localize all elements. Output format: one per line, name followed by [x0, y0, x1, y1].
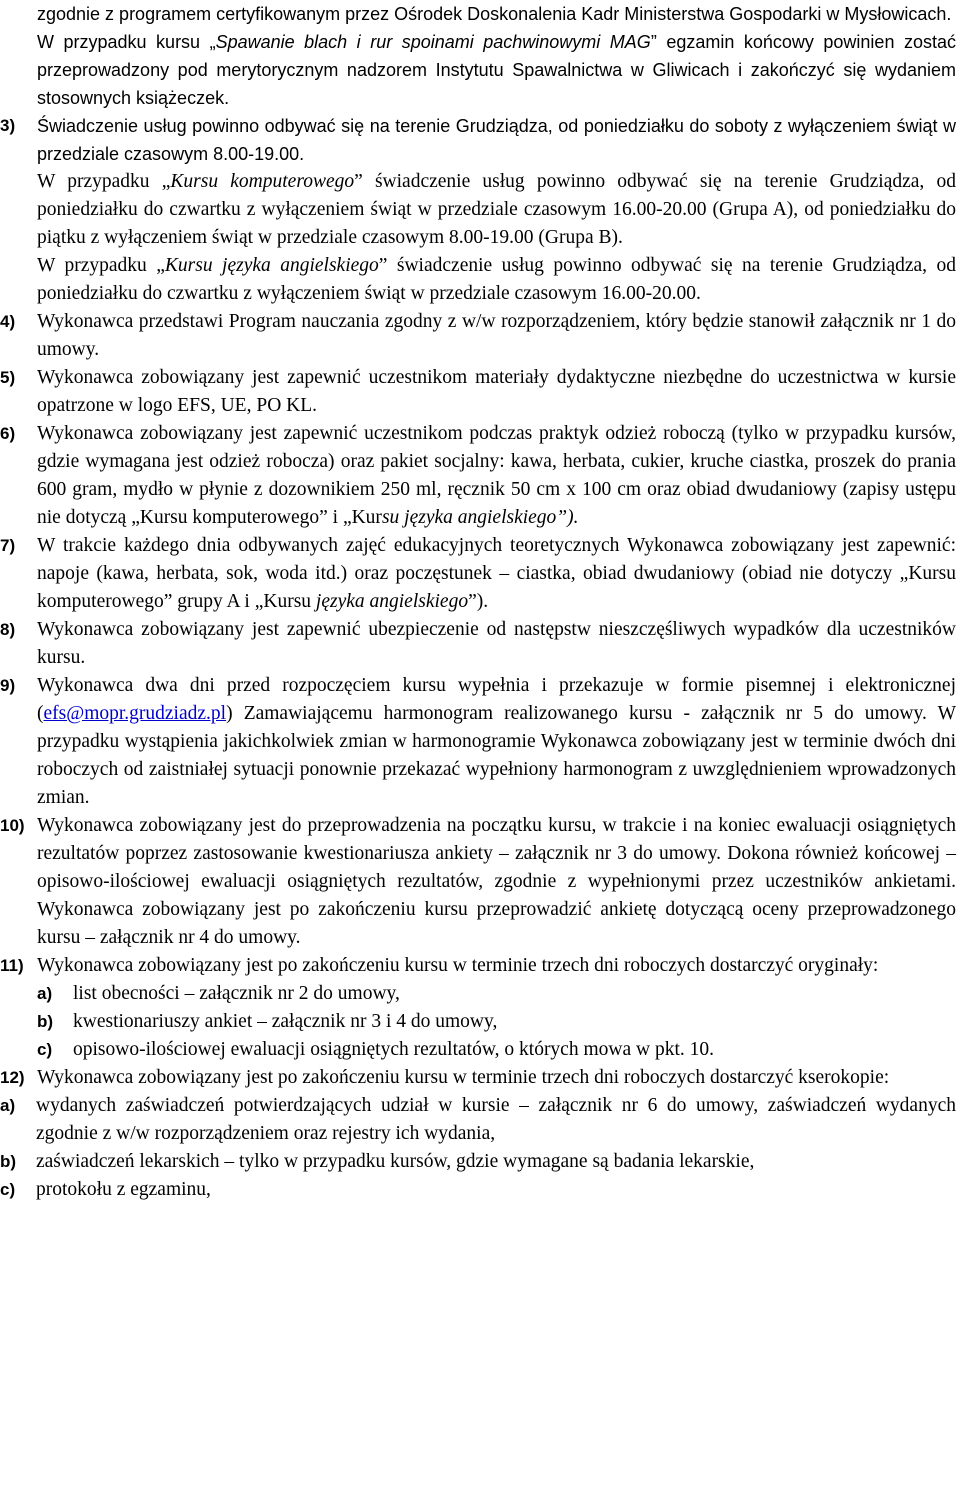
item-text-wrap — [37, 420, 956, 532]
item-text: W trakcie każdego dnia odbywanych zajęć edukacyjnych teoretycznych Wykonawca zobowiązany jest zapewnić: napoje (kawa, herbata, sok, woda itd.) oraz poczęstunek – ciastka, obiad dwudaniowy (obiad nie dotyczy „Kursu komputerowego” grupy A i „Kursu — [37, 535, 956, 612]
item-number: 12) — [0, 1068, 25, 1087]
sub-letter: c) — [37, 1040, 53, 1059]
komp-post: ” świadczenie usług powinno odbywać się na terenie Grudziądza, od poniedziałku do czwartku z wyłączeniem świąt w przedziale czasowym 16.00-20.00 (Grupa A), od poniedziałku do piątku z wyłączeniem świąt w przedziale czasowym 8.00-19.00 (Grupa B). — [37, 171, 956, 248]
item-number: 7) — [0, 536, 16, 555]
intro-text: zgodnie z programem certyfikowanym przez Ośrodek Doskonalenia Kadr Ministerstwa Gospodarki w Mysłowicach. — [37, 4, 952, 24]
sub-letter: a) — [0, 1096, 16, 1115]
sub-letter: a) — [37, 984, 53, 1003]
email-link[interactable]: efs@mopr.grudziadz.pl — [43, 703, 227, 724]
item-text: Wykonawca zobowiązany jest po zakończeniu kursu w terminie trzech dni roboczych dostarczyć kserokopie: — [37, 1067, 890, 1088]
komputerowy-paragraph — [0, 168, 956, 252]
item-number: 11) — [0, 956, 24, 975]
item-text: Świadczenie usług powinno odbywać się na terenie Grudziądza, od poniedziałku do soboty z wyłączeniem świąt w przedziale czasowym 8.00-19.00. — [37, 116, 956, 164]
sub-text: kwestionariuszy ankiet – załącznik nr 3 i 4 do umowy, — [73, 1011, 498, 1032]
sub-item-12c — [0, 1176, 956, 1204]
sub-item-11a — [0, 980, 956, 1008]
sub-item-12a — [0, 1092, 956, 1148]
list-item-7 — [0, 532, 956, 616]
item-text: Wykonawca zobowiązany jest zapewnić uczestnikom podczas praktyk odzież roboczą (tylko w przypadku kursów, gdzie wymagana jest odzież robocza) oraz pakiet socjalny: kawa, herbata, cukier, kruche ciastka, proszek do prania 600 gram, mydło w płynie z dozownikiem 250 ml, ręcznik 50 cm x 100 cm oraz obiad dwudaniowy (zapisy ustępu nie dotyczą „Kursu komputerowego” i „Kur — [37, 423, 956, 528]
sub-text: wydanych zaświadczeń potwierdzających udział w kursie – załącznik nr 6 do umowy, zaświadczeń wydanych zgodnie z w/w rozporządzeniem oraz rejestry ich wydania, — [36, 1095, 956, 1144]
item-number: 3) — [0, 116, 16, 135]
ang-pre: W przypadku „ — [37, 255, 165, 276]
item-number: 4) — [0, 312, 16, 331]
sub-letter: c) — [0, 1180, 16, 1199]
sub-text: zaświadczeń lekarskich – tylko w przypadku kursów, gdzie wymagane są badania lekarskie, — [36, 1151, 755, 1172]
item-text: Wykonawca zobowiązany jest zapewnić uczestnikom materiały dydaktyczne niezbędne do uczestnictwa w kursie opatrzone w logo EFS, UE, PO KL. — [37, 367, 956, 416]
item-number: 8) — [0, 620, 16, 639]
mag-course-title: Spawanie blach i rur spoinami pachwinowymi MAG — [215, 32, 651, 52]
sub-text: opisowo-ilościowej ewaluacji osiągniętych rezultatów, o których mowa w pkt. 10. — [73, 1039, 714, 1060]
list-item-5 — [0, 364, 956, 420]
ang-post: ” świadczenie usług powinno odbywać się na terenie Grudziądza, od poniedziałku do czwartku z wyłączeniem świąt w przedziale czasowym 16.00-20.00. — [37, 255, 957, 304]
sub-text: list obecności – załącznik nr 2 do umowy, — [73, 983, 400, 1004]
sub-item-11b — [0, 1008, 956, 1036]
item-text: Wykonawca zobowiązany jest zapewnić ubezpieczenie od następstw nieszczęśliwych wypadków dla uczestników kursu. — [37, 619, 956, 668]
item-number: 5) — [0, 368, 16, 387]
intro-paragraph — [0, 0, 956, 28]
item-italic-tail: języka angielskiego — [315, 591, 469, 612]
item-text-wrap — [37, 672, 956, 812]
sub-letter: b) — [0, 1152, 17, 1171]
list-item-6 — [0, 420, 956, 532]
list-item-8 — [0, 616, 956, 672]
sub-item-12b — [0, 1148, 956, 1176]
item-text: Wykonawca zobowiązany jest do przeprowadzenia na początku kursu, w trakcie i na koniec ewaluacji osiągniętych rezultatów poprzez zastosowanie kwestionariusza ankiety – załącznik nr 3 do umowy. Dokona również końcowej – opisowo-ilościowej ewaluacji osiągniętych rezultatów, zgodnie z wypełnionymi przez uczestników ankietami. Wykonawca zobowiązany jest po zakończeniu kursu przeprowadzić ankietę dotyczącą oceny przeprowadzonego kursu – załącznik nr 4 do umowy. — [37, 815, 956, 948]
item-number: 9) — [0, 676, 16, 695]
list-item-11 — [0, 952, 956, 980]
angielski-paragraph — [0, 252, 956, 308]
list-item-4 — [0, 308, 956, 364]
mag-post: ” egzamin końcowy powinien zostać przeprowadzony pod merytorycznym nadzorem Instytutu Spawalnictwa w Gliwicach i zakończyć się wydaniem stosownych książeczek. — [37, 32, 956, 108]
item-text-b: ) Zamawiającemu harmonogram realizowanego kursu - załącznik nr 5 do umowy. W przypadku wystąpienia jakichkolwiek zmian w harmonogramie Wykonawca zobowiązany jest w terminie dwóch dni roboczych od zaistniałej sytuacji ponownie przekazać wypełniony harmonogram z uwzględnieniem wprowadzonych zmian. — [37, 703, 956, 808]
item-text-a: Wykonawca dwa dni przed rozpoczęciem kursu wypełnia i przekazuje w formie pisemnej i elektronicznej ( — [37, 675, 956, 724]
list-item-10 — [0, 812, 956, 952]
sub-letter: b) — [37, 1012, 54, 1031]
item-text: Wykonawca przedstawi Program nauczania zgodny z w/w rozporządzeniem, który będzie stanowił załącznik nr 1 do umowy. — [37, 311, 956, 360]
sub-item-11c — [0, 1036, 956, 1064]
list-item-12 — [0, 1064, 956, 1092]
item-text: Wykonawca zobowiązany jest po zakończeniu kursu w terminie trzech dni roboczych dostarczyć oryginały: — [37, 955, 879, 976]
mag-pre: W przypadku kursu „ — [37, 32, 216, 52]
item-number: 6) — [0, 424, 16, 443]
item-tail: ”). — [468, 591, 489, 612]
mag-paragraph — [0, 28, 956, 112]
item-italic-tail: su języka angielskiego”). — [381, 507, 579, 528]
list-item-3 — [0, 112, 956, 168]
komp-pre: W przypadku „ — [37, 171, 171, 192]
list-item-9 — [0, 672, 956, 812]
ang-course-title: Kursu języka angielskiego — [164, 255, 379, 276]
sub-text: protokołu z egzaminu, — [36, 1179, 211, 1200]
item-text-wrap — [37, 532, 956, 616]
item-number: 10) — [0, 816, 25, 835]
komp-course-title: Kursu komputerowego — [170, 171, 355, 192]
